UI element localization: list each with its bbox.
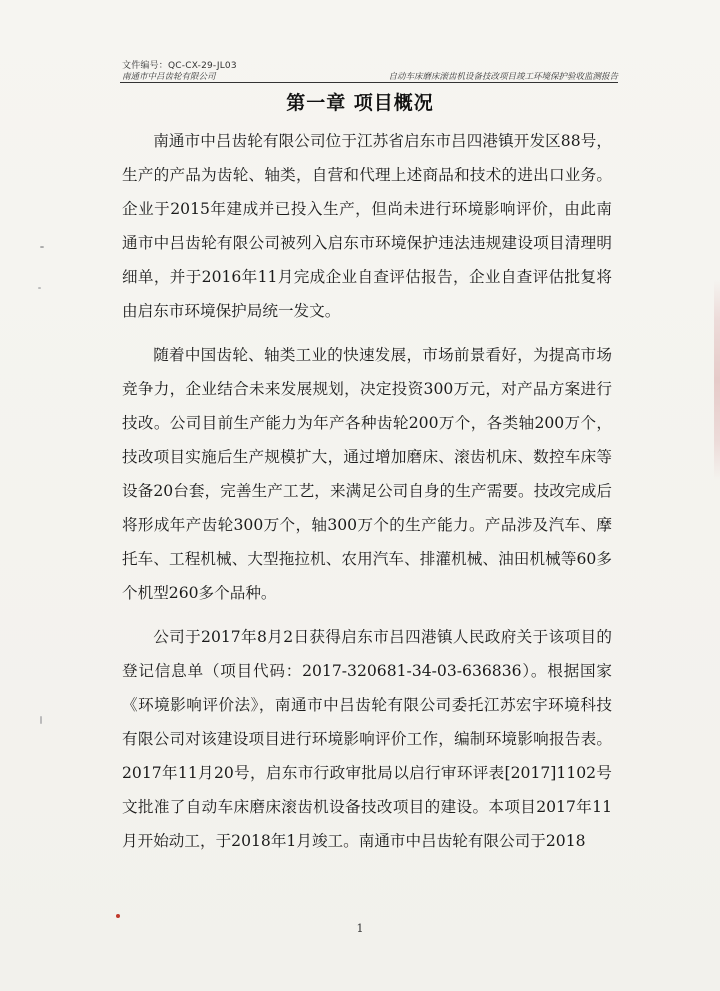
page-number: 1 [356, 922, 364, 935]
header-rule [120, 82, 618, 83]
paragraph: 公司于2017年8月2日获得启东市吕四港镇人民政府关于该项目的登记信息单（项目代码：2017-320681-34-03-636836）。根据国家《环境影响评价法》，南通市中吕齿轮有限公司委托江苏宏宇环境科技有限公司对该建设项目进行环境影响评价工作，编制环境影响报告表。2017年11月20号，启东市行政审批局以启行审环评表[2017]1102号文批准了自动车床磨床滚齿机设备技改项目的建设。本项目2017年11月开始动工，于2018年1月竣工。南通市中吕齿轮有限公司于2018 [122, 628, 612, 850]
body-text [122, 124, 612, 868]
paragraph: 南通市中吕齿轮有限公司位于江苏省启东市吕四港镇开发区88号，生产的产品为齿轮、轴类，自营和代理上述商品和技术的进出口业务。企业于2015年建成并已投入生产，但尚未进行环境影响评价，由此南通市中吕齿轮有限公司被列入启东市环境保护违法违规建设项目清理明细单，并于2016年11月完成企业自查评估报告，企业自查评估批复将由启东市环境保护局统一发文。 [122, 132, 612, 320]
header-report-title: 自动车床磨床滚齿机设备技改项目竣工环境保护验收监测报告 [388, 72, 618, 82]
doc-number: 文件编号：QC-CX-29-JL03 [122, 61, 237, 71]
chapter-title: 第一章 项目概况 [286, 92, 434, 114]
scan-edge-stain [714, 280, 720, 480]
scan-speck [40, 716, 42, 724]
paragraph: 随着中国齿轮、轴类工业的快速发展，市场前景看好，为提高市场竞争力，企业结合未来发展规划，决定投资300万元，对产品方案进行技改。公司目前生产能力为年产各种齿轮200万个，各类轴200万个，技改项目实施后生产规模扩大，通过增加磨床、滚齿机床、数控车床等设备20台套，完善生产工艺，来满足公司自身的生产需要。技改完成后将形成年产齿轮300万个，轴300万个的生产能力。产品涉及汽车、摩托车、工程机械、大型拖拉机、农用汽车、排灌机械、油田机械等60多个机型260多个品种。 [122, 346, 612, 602]
scan-speck [116, 914, 120, 918]
header-company: 南通市中吕齿轮有限公司 [122, 72, 216, 82]
scan-speck [40, 246, 44, 248]
scan-speck [38, 287, 41, 289]
